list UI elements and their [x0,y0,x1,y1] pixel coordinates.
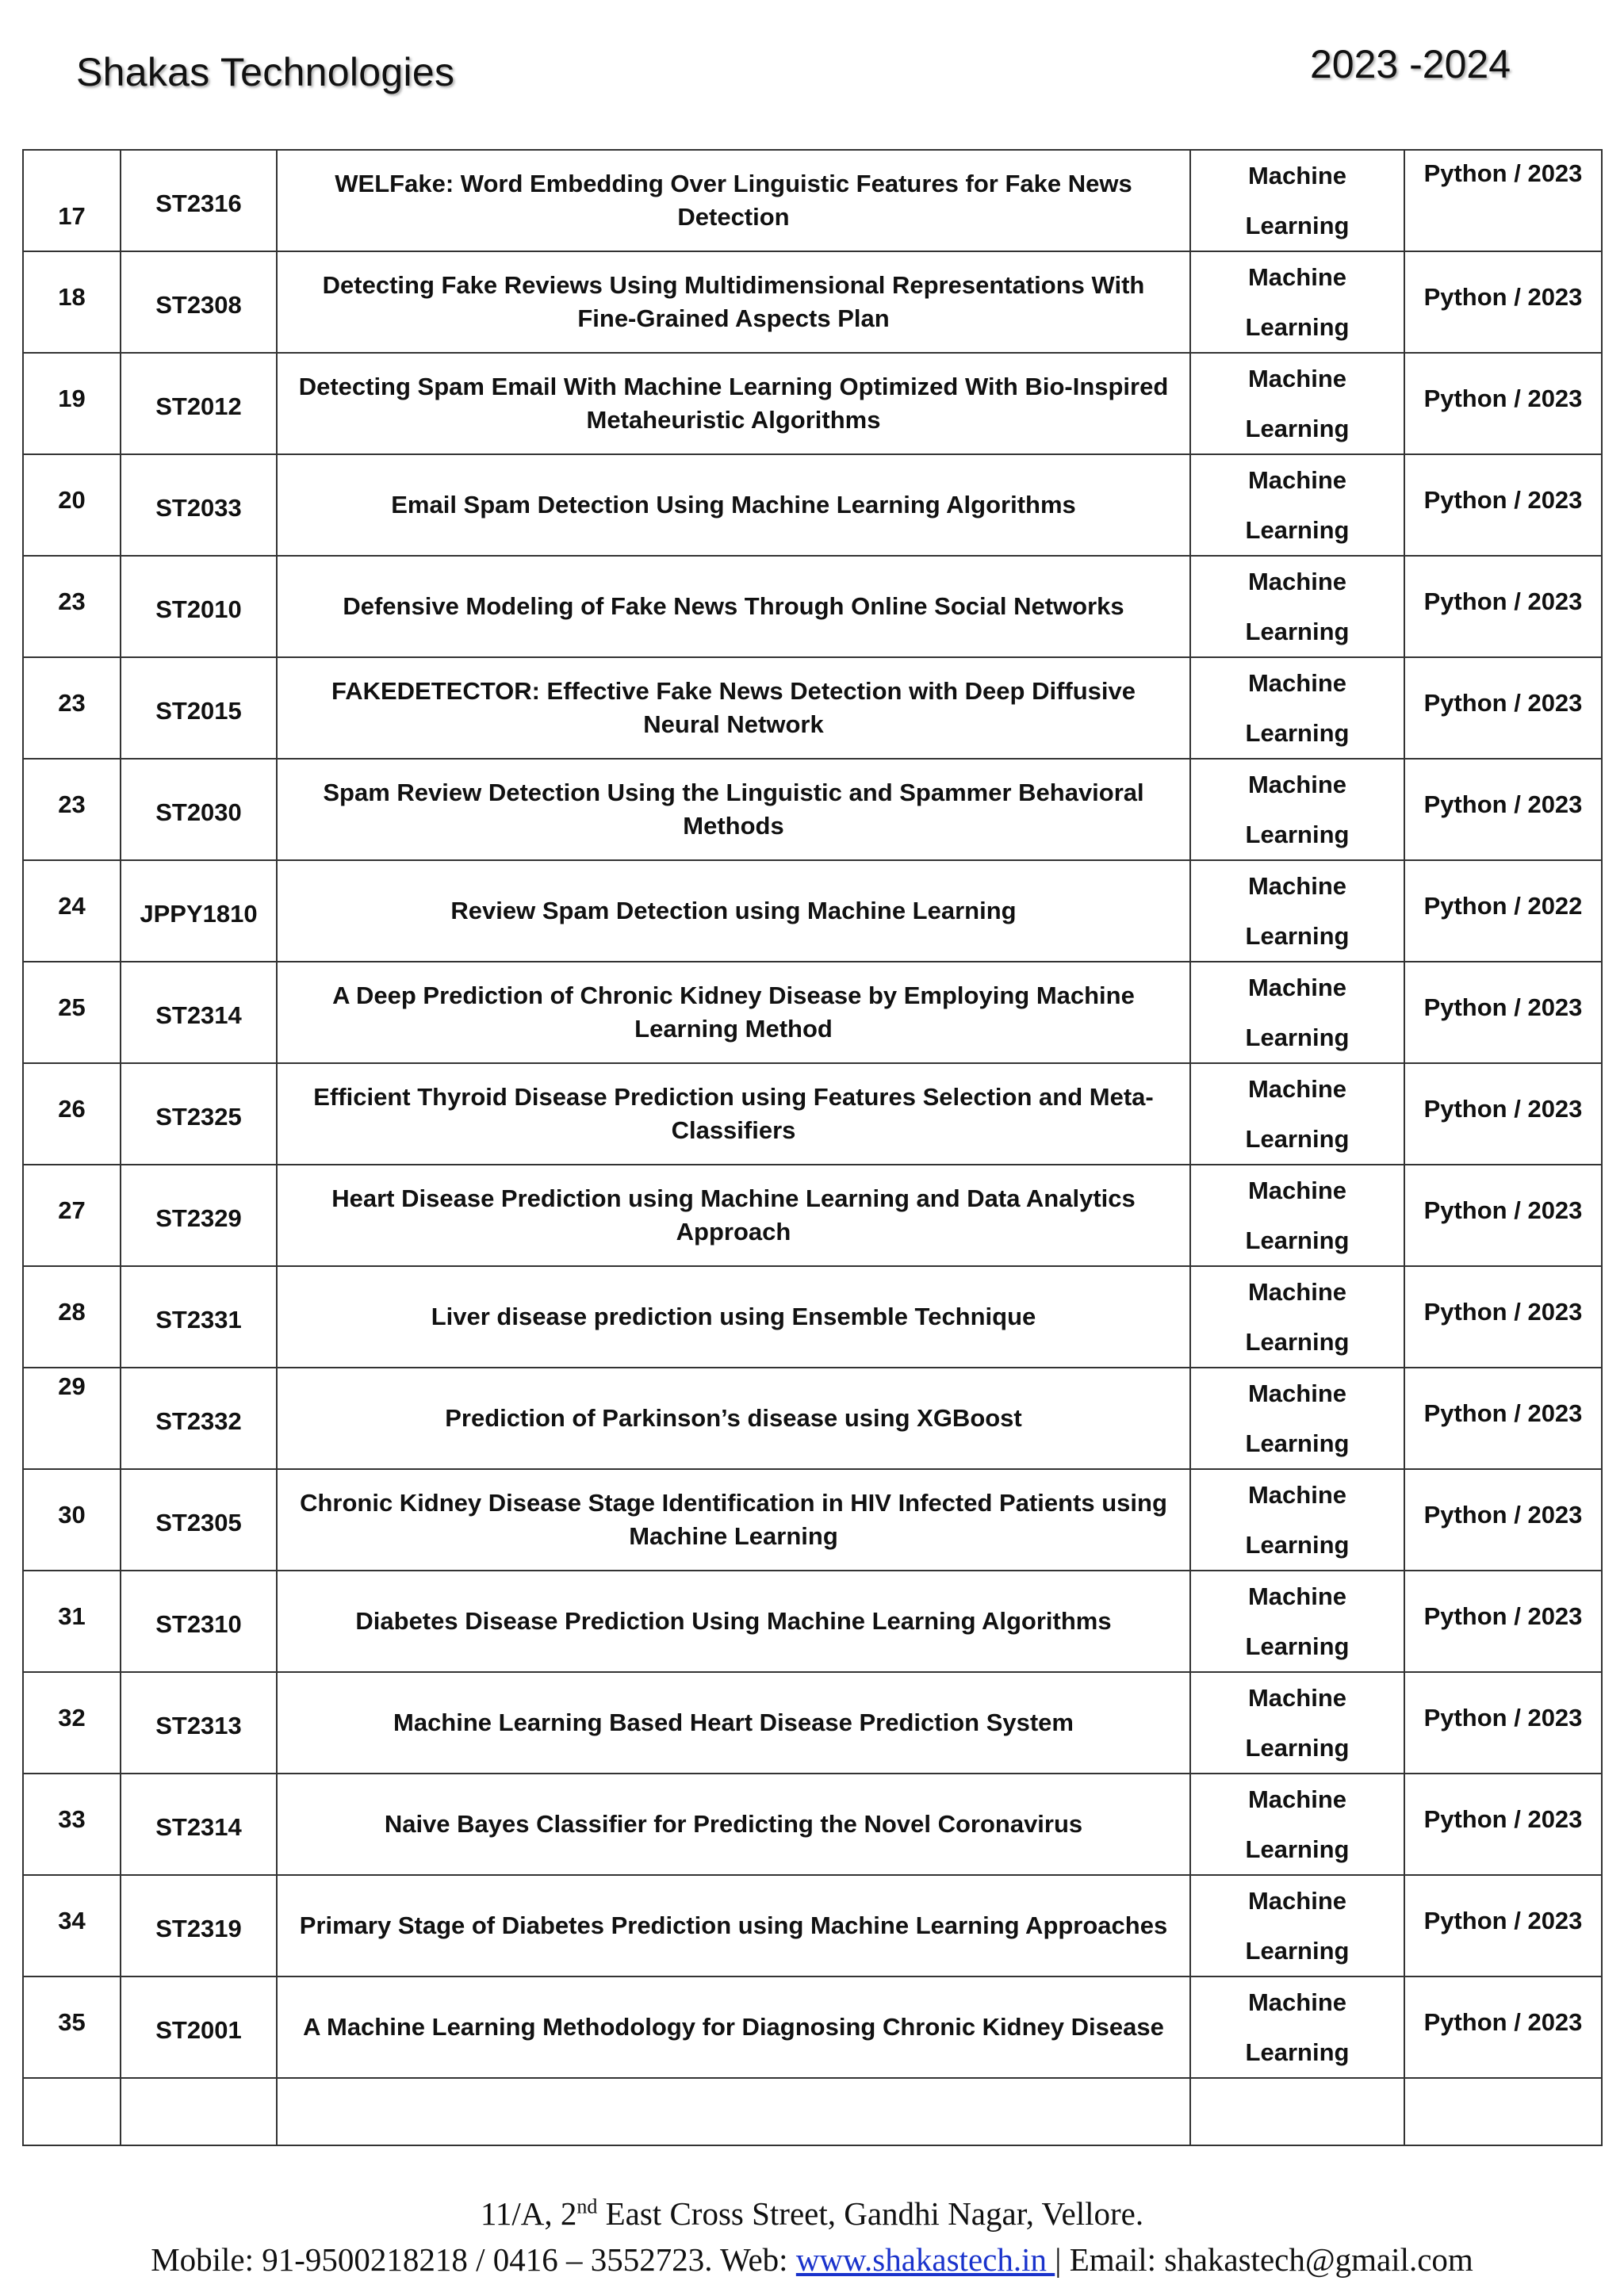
domain-line-1: Machine [1247,1684,1347,1712]
domain-line-1: Machine [1247,365,1347,392]
project-domain [1190,1976,1404,2078]
empty-cell [23,2078,121,2145]
empty-cell [277,2078,1190,2145]
project-domain [1190,1368,1404,1469]
project-code: ST2012 [121,353,277,454]
table-row [23,657,1602,759]
domain-line-2: Learning [1245,1531,1350,1559]
project-code: ST2305 [121,1469,277,1571]
serial-number: 24 [23,860,121,962]
language-year: Python / 2023 [1404,1875,1602,1976]
table-row [23,1875,1602,1976]
domain-line-1: Machine [1247,1278,1347,1306]
domain-line-2: Learning [1245,1937,1350,1965]
projects-table-body [23,150,1602,2145]
domain-line-1: Machine [1247,1481,1347,1509]
domain-line-1: Machine [1247,1887,1347,1915]
project-code: ST2319 [121,1875,277,1976]
project-code: ST2332 [121,1368,277,1469]
serial-number: 19 [23,353,121,454]
project-domain [1190,962,1404,1063]
domain-line-2: Learning [1245,1429,1350,1457]
domain-line-1: Machine [1247,974,1347,1001]
project-domain [1190,1672,1404,1774]
language-year: Python / 2023 [1404,454,1602,556]
domain-line-1: Machine [1247,263,1347,291]
table-row [23,251,1602,353]
domain-line-1: Machine [1247,466,1347,494]
project-domain [1190,251,1404,353]
language-year: Python / 2023 [1404,353,1602,454]
language-year: Python / 2022 [1404,860,1602,962]
language-year: Python / 2023 [1404,1368,1602,1469]
project-title: Naive Bayes Classifier for Predicting the Novel Coronavirus [277,1774,1190,1875]
project-title: Spam Review Detection Using the Linguistic and Spammer Behavioral Methods [277,759,1190,860]
table-row [23,150,1602,251]
academic-year: 2023 -2024 [1310,42,1511,86]
project-code: ST2329 [121,1165,277,1266]
domain-line-2: Learning [1245,415,1350,442]
serial-number: 28 [23,1266,121,1368]
project-domain [1190,1875,1404,1976]
serial-number: 20 [23,454,121,556]
footer-contact [0,2241,1624,2279]
language-year: Python / 2023 [1404,1165,1602,1266]
domain-line-1: Machine [1247,669,1347,697]
table-row [23,1571,1602,1672]
serial-number: 33 [23,1774,121,1875]
project-title: Heart Disease Prediction using Machine Learning and Data Analytics Approach [277,1165,1190,1266]
project-code: ST2010 [121,556,277,657]
project-domain [1190,657,1404,759]
project-domain [1190,353,1404,454]
domain-line-2: Learning [1245,821,1350,848]
table-row [23,1368,1602,1469]
footer-address-sup: nd [576,2195,598,2218]
footer-address-start: 11/A, 2 [480,2195,577,2232]
project-code: JPPY1810 [121,860,277,962]
domain-line-2: Learning [1245,1125,1350,1153]
empty-row [23,2078,1602,2145]
table-row [23,860,1602,962]
table-row [23,353,1602,454]
domain-line-1: Machine [1247,1380,1347,1407]
domain-line-2: Learning [1245,1734,1350,1762]
serial-number: 18 [23,251,121,353]
footer-address-end: East Cross Street, Gandhi Nagar, Vellore. [597,2195,1144,2232]
project-domain [1190,150,1404,251]
domain-line-1: Machine [1247,162,1347,189]
language-year: Python / 2023 [1404,657,1602,759]
domain-line-1: Machine [1247,1177,1347,1204]
empty-cell [1190,2078,1404,2145]
domain-line-1: Machine [1247,771,1347,798]
serial-number: 23 [23,657,121,759]
empty-cell [1404,2078,1602,2145]
project-code: ST2015 [121,657,277,759]
serial-number: 32 [23,1672,121,1774]
domain-line-2: Learning [1245,1024,1350,1051]
domain-line-2: Learning [1245,212,1350,239]
project-title: Efficient Thyroid Disease Prediction using Features Selection and Meta-Classifiers [277,1063,1190,1165]
serial-number: 23 [23,759,121,860]
table-row [23,454,1602,556]
project-domain [1190,1774,1404,1875]
project-title: WELFake: Word Embedding Over Linguistic Features for Fake News Detection [277,150,1190,251]
footer-address [0,2195,1624,2233]
project-code: ST2310 [121,1571,277,1672]
table-row [23,759,1602,860]
serial-number: 17 [23,150,121,251]
project-code: ST2001 [121,1976,277,2078]
domain-line-1: Machine [1247,1582,1347,1610]
footer-web-link[interactable]: www.shakastech.in [795,2241,1055,2278]
language-year: Python / 2023 [1404,251,1602,353]
project-code: ST2313 [121,1672,277,1774]
table-row [23,1165,1602,1266]
project-domain [1190,454,1404,556]
table-row [23,1266,1602,1368]
language-year: Python / 2023 [1404,1469,1602,1571]
project-domain [1190,860,1404,962]
projects-table [22,149,1603,2146]
serial-number: 26 [23,1063,121,1165]
project-domain [1190,1266,1404,1368]
project-code: ST2314 [121,1774,277,1875]
footer-mobile: Mobile: 91-9500218218 / 0416 – 3552723. Web: [151,2241,796,2278]
domain-line-1: Machine [1247,1075,1347,1103]
footer-email: | Email: shakastech@gmail.com [1055,2241,1473,2278]
serial-number: 35 [23,1976,121,2078]
company-name: Shakas Technologies [76,50,455,94]
domain-line-2: Learning [1245,1835,1350,1863]
serial-number: 23 [23,556,121,657]
domain-line-2: Learning [1245,1632,1350,1660]
serial-number: 31 [23,1571,121,1672]
domain-line-2: Learning [1245,1328,1350,1356]
project-domain [1190,1469,1404,1571]
project-domain [1190,759,1404,860]
project-title: Defensive Modeling of Fake News Through Online Social Networks [277,556,1190,657]
project-title: Diabetes Disease Prediction Using Machine Learning Algorithms [277,1571,1190,1672]
serial-number: 25 [23,962,121,1063]
table-row [23,1672,1602,1774]
language-year: Python / 2023 [1404,1571,1602,1672]
serial-number: 27 [23,1165,121,1266]
project-title: Prediction of Parkinson’s disease using XGBoost [277,1368,1190,1469]
domain-line-2: Learning [1245,516,1350,544]
serial-number: 29 [23,1368,121,1469]
project-code: ST2030 [121,759,277,860]
domain-line-2: Learning [1245,313,1350,341]
table-row [23,1469,1602,1571]
project-code: ST2331 [121,1266,277,1368]
project-title: A Deep Prediction of Chronic Kidney Disease by Employing Machine Learning Method [277,962,1190,1063]
language-year: Python / 2023 [1404,1774,1602,1875]
project-title: Email Spam Detection Using Machine Learning Algorithms [277,454,1190,556]
project-title: Liver disease prediction using Ensemble Technique [277,1266,1190,1368]
domain-line-2: Learning [1245,922,1350,950]
language-year: Python / 2023 [1404,150,1602,251]
project-domain [1190,1165,1404,1266]
project-code: ST2316 [121,150,277,251]
empty-cell [121,2078,277,2145]
language-year: Python / 2023 [1404,962,1602,1063]
project-title: Chronic Kidney Disease Stage Identification in HIV Infected Patients using Machine Learning [277,1469,1190,1571]
language-year: Python / 2023 [1404,759,1602,860]
language-year: Python / 2023 [1404,556,1602,657]
language-year: Python / 2023 [1404,1266,1602,1368]
language-year: Python / 2023 [1404,1976,1602,2078]
serial-number: 34 [23,1875,121,1976]
project-title: A Machine Learning Methodology for Diagnosing Chronic Kidney Disease [277,1976,1190,2078]
project-title: FAKEDETECTOR: Effective Fake News Detection with Deep Diffusive Neural Network [277,657,1190,759]
domain-line-1: Machine [1247,1785,1347,1813]
table-row [23,1976,1602,2078]
project-title: Machine Learning Based Heart Disease Prediction System [277,1672,1190,1774]
domain-line-1: Machine [1247,1988,1347,2016]
project-code: ST2325 [121,1063,277,1165]
table-row [23,1774,1602,1875]
language-year: Python / 2023 [1404,1063,1602,1165]
serial-number: 30 [23,1469,121,1571]
domain-line-1: Machine [1247,872,1347,900]
domain-line-2: Learning [1245,719,1350,747]
table-row [23,962,1602,1063]
project-title: Review Spam Detection using Machine Learning [277,860,1190,962]
project-title: Detecting Fake Reviews Using Multidimensional Representations With Fine-Grained Aspects Plan [277,251,1190,353]
project-domain [1190,1063,1404,1165]
project-title: Detecting Spam Email With Machine Learning Optimized With Bio-Inspired Metaheuristic Algorithms [277,353,1190,454]
project-title: Primary Stage of Diabetes Prediction using Machine Learning Approaches [277,1875,1190,1976]
domain-line-1: Machine [1247,568,1347,595]
project-code: ST2033 [121,454,277,556]
domain-line-2: Learning [1245,2038,1350,2066]
table-row [23,556,1602,657]
domain-line-2: Learning [1245,618,1350,645]
domain-line-2: Learning [1245,1226,1350,1254]
language-year: Python / 2023 [1404,1672,1602,1774]
project-code: ST2314 [121,962,277,1063]
project-domain [1190,1571,1404,1672]
table-row [23,1063,1602,1165]
project-domain [1190,556,1404,657]
project-code: ST2308 [121,251,277,353]
